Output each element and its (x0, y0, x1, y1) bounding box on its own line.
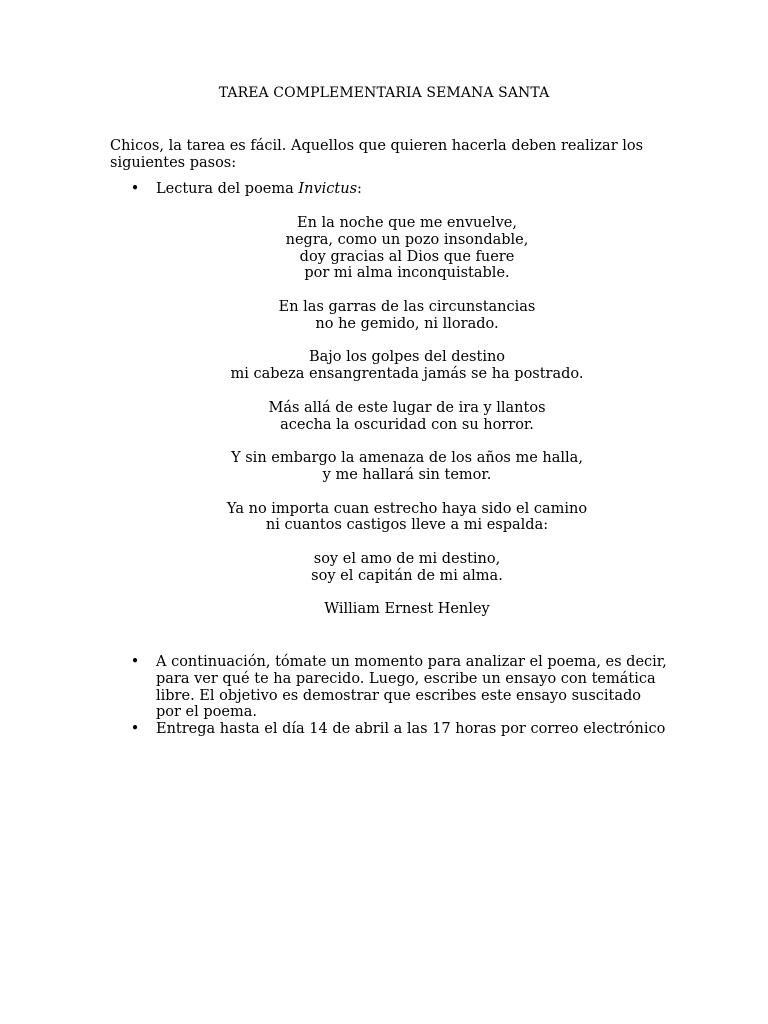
poem-stanza (110, 400, 704, 434)
list-item-text: Entrega hasta el día 14 de abril a las 17 horas por correo electrónico (156, 721, 666, 737)
poem-line: Y sin embargo la amenaza de los años me halla, (231, 450, 583, 467)
poem-line: y me hallará sin temor. (322, 466, 492, 483)
bullet-icon: • (130, 654, 140, 670)
poem-block (110, 215, 704, 618)
poem-stanza (110, 215, 704, 282)
poem-stanza (110, 349, 704, 383)
poem-line: En las garras de las circunstancias (278, 298, 536, 315)
poem-line: negra, como un pozo insondable, (285, 231, 529, 248)
poem-stanza (110, 501, 704, 535)
bullet-icon: • (130, 721, 140, 737)
list-item-read-poem (110, 181, 670, 198)
poem-line: no he gemido, ni llorado. (315, 315, 499, 332)
poem-line: por mi alma inconquistable. (304, 265, 510, 282)
poem-line: doy gracias al Dios que fuere (299, 248, 515, 265)
poem-line: ni cuantos castigos lleve a mi espalda: (265, 517, 549, 534)
list-item-text: A continuación, tómate un momento para analizar el poema, es decir, para ver qué te ha parecido. Luego, escribe un ensayo con temática libre. El objetivo es demostrar que escribes este ensayo suscitado por el poema. (156, 654, 667, 721)
poem-line: mi cabeza ensangrentada jamás se ha postrado. (230, 366, 584, 383)
bullet-icon: • (130, 181, 140, 197)
intro-paragraph: Chicos, la tarea es fácil. Aquellos que quieren hacerla deben realizar los siguientes pasos: (110, 138, 644, 171)
poem-author: William Ernest Henley (324, 601, 490, 618)
poem-line: Más allá de este lugar de ira y llantos (268, 399, 546, 416)
list-item-analyze (110, 654, 670, 721)
poem-stanza (110, 551, 704, 585)
document-title: TAREA COMPLEMENTARIA SEMANA SANTA (218, 85, 550, 101)
poem-stanza (110, 450, 704, 484)
step1-prefix: Lectura del poema (156, 181, 299, 197)
poem-line: En la noche que me envuelve, (297, 215, 517, 231)
list-item-text (156, 181, 670, 198)
poem-line: Bajo los golpes del destino (308, 349, 506, 366)
poem-stanza (110, 299, 704, 333)
list-item-deadline (110, 721, 670, 738)
poem-line: Ya no importa cuan estrecho haya sido el camino (226, 500, 588, 517)
poem-line: soy el amo de mi destino, (313, 550, 501, 567)
step1-suffix: : (357, 181, 362, 197)
poem-title: Invictus (298, 181, 358, 197)
poem-line: soy el capitán de mi alma. (311, 567, 503, 584)
poem-line: acecha la oscuridad con su horror. (280, 416, 534, 433)
